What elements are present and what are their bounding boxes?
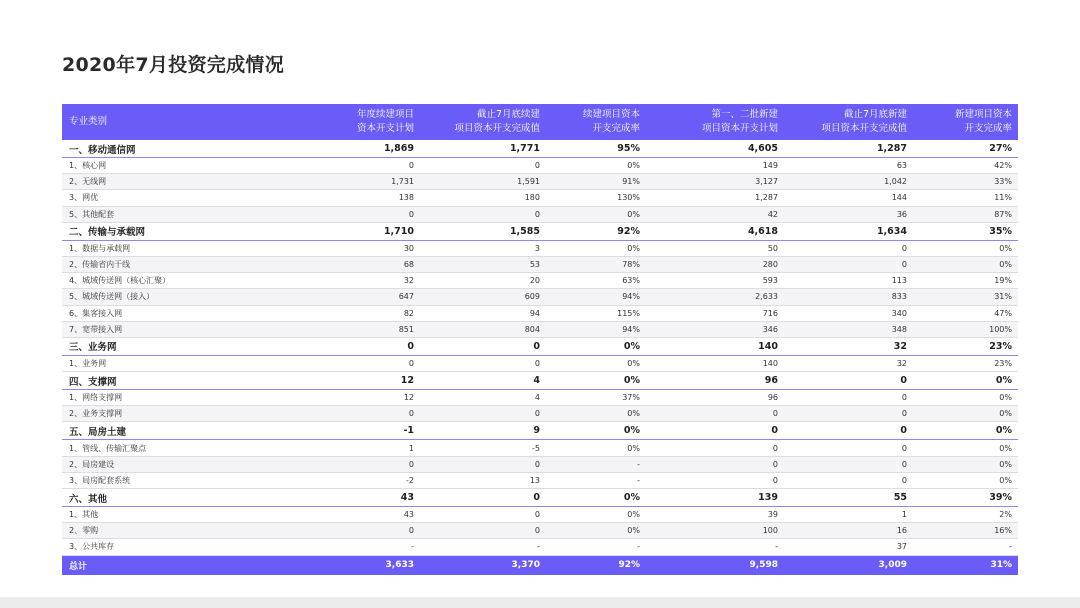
value-cell: 851 xyxy=(312,321,420,337)
value-cell: 0% xyxy=(546,422,646,440)
row-label: 3、公共库存 xyxy=(62,539,312,555)
value-cell: 0 xyxy=(784,390,913,406)
bottom-strip xyxy=(0,597,1080,608)
column-header xyxy=(546,104,646,140)
column-header-line: 续建项目资本 xyxy=(582,109,640,120)
row-label: 1、数据与承载网 xyxy=(62,240,312,256)
table-body xyxy=(62,140,1018,575)
value-cell: 0% xyxy=(546,489,646,507)
value-cell: 37% xyxy=(546,390,646,406)
value-cell: 0 xyxy=(784,240,913,256)
column-header-line: 第一、二批新建 xyxy=(711,109,778,120)
table-row xyxy=(62,539,1018,555)
value-cell: 43 xyxy=(312,489,420,507)
row-label: 三、业务网 xyxy=(62,337,312,355)
value-cell: -5 xyxy=(420,440,546,456)
value-cell: 0 xyxy=(420,456,546,472)
row-label: 四、支撑网 xyxy=(62,372,312,390)
table-row xyxy=(62,158,1018,174)
value-cell: 1,585 xyxy=(420,222,546,240)
value-cell: 0% xyxy=(546,337,646,355)
row-label: 6、集客接入网 xyxy=(62,305,312,321)
value-cell: 2% xyxy=(913,507,1018,523)
value-cell: 1,634 xyxy=(784,222,913,240)
value-cell: 1,869 xyxy=(312,140,420,158)
value-cell: 12 xyxy=(312,372,420,390)
value-cell: 0 xyxy=(420,206,546,222)
value-cell: 1,591 xyxy=(420,174,546,190)
value-cell: 0% xyxy=(546,240,646,256)
value-cell: 23% xyxy=(913,355,1018,371)
row-label: 1、其他 xyxy=(62,507,312,523)
value-cell: 0% xyxy=(913,256,1018,272)
value-cell: 180 xyxy=(420,190,546,206)
column-header-line: 资本开支计划 xyxy=(356,123,414,134)
value-cell: 1,710 xyxy=(312,222,420,240)
table-row xyxy=(62,190,1018,206)
value-cell: 0% xyxy=(913,422,1018,440)
total-row xyxy=(62,555,1018,575)
value-cell: 53 xyxy=(420,256,546,272)
value-cell: 138 xyxy=(312,190,420,206)
row-label: 六、其他 xyxy=(62,489,312,507)
column-header-line: 项目资本开支计划 xyxy=(701,123,778,134)
column-header-line: 年度续建项目 xyxy=(356,109,414,120)
value-cell: 0 xyxy=(420,489,546,507)
value-cell: 0% xyxy=(913,472,1018,488)
category-row xyxy=(62,222,1018,240)
value-cell: 100 xyxy=(646,523,784,539)
value-cell: 0 xyxy=(646,406,784,422)
table-row xyxy=(62,289,1018,305)
row-label: 一、移动通信网 xyxy=(62,140,312,158)
value-cell: - xyxy=(913,539,1018,555)
value-cell: 3,127 xyxy=(646,174,784,190)
value-cell: 0 xyxy=(784,472,913,488)
column-header xyxy=(62,104,312,140)
value-cell: 9 xyxy=(420,422,546,440)
value-cell: 0 xyxy=(420,158,546,174)
column-header-line: 开支完成率 xyxy=(964,123,1012,134)
table-row xyxy=(62,406,1018,422)
value-cell: 0 xyxy=(784,440,913,456)
value-cell: 63 xyxy=(784,158,913,174)
category-row xyxy=(62,140,1018,158)
table-row xyxy=(62,390,1018,406)
value-cell: 0% xyxy=(546,158,646,174)
value-cell: 3 xyxy=(420,240,546,256)
value-cell: 35% xyxy=(913,222,1018,240)
value-cell: 0% xyxy=(913,240,1018,256)
table-row xyxy=(62,240,1018,256)
value-cell: 115% xyxy=(546,305,646,321)
column-header-line: 项目资本开支完成值 xyxy=(821,123,907,134)
value-cell: 16 xyxy=(784,523,913,539)
category-row xyxy=(62,337,1018,355)
value-cell: 42% xyxy=(913,158,1018,174)
row-label: 1、业务网 xyxy=(62,355,312,371)
value-cell: 0 xyxy=(312,406,420,422)
value-cell: 0% xyxy=(913,406,1018,422)
table-row xyxy=(62,321,1018,337)
value-cell: 0% xyxy=(546,372,646,390)
value-cell: 0 xyxy=(784,422,913,440)
row-label: 1、网络支撑网 xyxy=(62,390,312,406)
value-cell: 55 xyxy=(784,489,913,507)
value-cell: 78% xyxy=(546,256,646,272)
value-cell: 0 xyxy=(312,337,420,355)
value-cell: 2,633 xyxy=(646,289,784,305)
value-cell: 280 xyxy=(646,256,784,272)
value-cell: 593 xyxy=(646,273,784,289)
column-header xyxy=(420,104,546,140)
value-cell: - xyxy=(546,539,646,555)
row-label: 2、传输省内干线 xyxy=(62,256,312,272)
value-cell: 833 xyxy=(784,289,913,305)
value-cell: - xyxy=(546,456,646,472)
row-label: 3、局房配套系统 xyxy=(62,472,312,488)
row-label: 3、网优 xyxy=(62,190,312,206)
value-cell: 348 xyxy=(784,321,913,337)
row-label: 总计 xyxy=(62,555,312,575)
column-header-line: 项目资本开支完成值 xyxy=(454,123,540,134)
value-cell: 0 xyxy=(312,355,420,371)
column-header xyxy=(913,104,1018,140)
investment-table xyxy=(62,104,1018,575)
value-cell: - xyxy=(420,539,546,555)
value-cell: 92% xyxy=(546,555,646,575)
value-cell: 0% xyxy=(546,355,646,371)
value-cell: 346 xyxy=(646,321,784,337)
value-cell: 3,633 xyxy=(312,555,420,575)
value-cell: 4 xyxy=(420,390,546,406)
table-row xyxy=(62,440,1018,456)
value-cell: 1,731 xyxy=(312,174,420,190)
value-cell: 16% xyxy=(913,523,1018,539)
table-header-row xyxy=(62,104,1018,140)
value-cell: 0 xyxy=(646,472,784,488)
value-cell: 68 xyxy=(312,256,420,272)
value-cell: -1 xyxy=(312,422,420,440)
value-cell: 9,598 xyxy=(646,555,784,575)
row-label: 二、传输与承载网 xyxy=(62,222,312,240)
value-cell: 92% xyxy=(546,222,646,240)
table-row xyxy=(62,472,1018,488)
value-cell: 0% xyxy=(546,507,646,523)
value-cell: 33% xyxy=(913,174,1018,190)
value-cell: 0 xyxy=(312,456,420,472)
value-cell: 31% xyxy=(913,555,1018,575)
value-cell: 0% xyxy=(913,456,1018,472)
column-header xyxy=(784,104,913,140)
value-cell: 0% xyxy=(913,372,1018,390)
value-cell: 0 xyxy=(312,206,420,222)
value-cell: 1,287 xyxy=(646,190,784,206)
value-cell: 43 xyxy=(312,507,420,523)
value-cell: 37 xyxy=(784,539,913,555)
value-cell: 0 xyxy=(420,337,546,355)
value-cell: 19% xyxy=(913,273,1018,289)
value-cell: 63% xyxy=(546,273,646,289)
value-cell: 42 xyxy=(646,206,784,222)
value-cell: 3,370 xyxy=(420,555,546,575)
value-cell: 3,009 xyxy=(784,555,913,575)
value-cell: 0 xyxy=(646,422,784,440)
value-cell: 149 xyxy=(646,158,784,174)
value-cell: 113 xyxy=(784,273,913,289)
row-label: 1、管线、传输汇聚点 xyxy=(62,440,312,456)
value-cell: 36 xyxy=(784,206,913,222)
value-cell: 0 xyxy=(784,406,913,422)
value-cell: 13 xyxy=(420,472,546,488)
value-cell: 140 xyxy=(646,337,784,355)
value-cell: 50 xyxy=(646,240,784,256)
value-cell: 139 xyxy=(646,489,784,507)
value-cell: 91% xyxy=(546,174,646,190)
value-cell: 0 xyxy=(784,372,913,390)
table-row xyxy=(62,174,1018,190)
column-header-line: 截止7月底续建 xyxy=(476,109,540,120)
value-cell: 0% xyxy=(913,390,1018,406)
column-header-line: 开支完成率 xyxy=(592,123,640,134)
value-cell: 11% xyxy=(913,190,1018,206)
value-cell: 1,287 xyxy=(784,140,913,158)
value-cell: 94% xyxy=(546,321,646,337)
value-cell: 340 xyxy=(784,305,913,321)
value-cell: 39 xyxy=(646,507,784,523)
table-row xyxy=(62,507,1018,523)
value-cell: 0% xyxy=(546,440,646,456)
value-cell: 27% xyxy=(913,140,1018,158)
value-cell: 4,605 xyxy=(646,140,784,158)
value-cell: 0 xyxy=(784,456,913,472)
column-header-line: 专业类别 xyxy=(69,116,108,127)
value-cell: - xyxy=(546,472,646,488)
value-cell: 96 xyxy=(646,390,784,406)
value-cell: 0 xyxy=(420,523,546,539)
value-cell: 0 xyxy=(312,523,420,539)
value-cell: 94% xyxy=(546,289,646,305)
value-cell: 32 xyxy=(784,355,913,371)
value-cell: 130% xyxy=(546,190,646,206)
value-cell: - xyxy=(312,539,420,555)
table-row xyxy=(62,355,1018,371)
table-row xyxy=(62,206,1018,222)
value-cell: 609 xyxy=(420,289,546,305)
value-cell: 716 xyxy=(646,305,784,321)
table-row xyxy=(62,456,1018,472)
row-label: 2、无线网 xyxy=(62,174,312,190)
value-cell: 0 xyxy=(420,507,546,523)
value-cell: 0 xyxy=(646,440,784,456)
category-row xyxy=(62,489,1018,507)
value-cell: 0 xyxy=(420,355,546,371)
value-cell: 31% xyxy=(913,289,1018,305)
page-title: 2020年7月投资完成情况 xyxy=(62,54,285,76)
value-cell: 32 xyxy=(312,273,420,289)
value-cell: 0% xyxy=(546,206,646,222)
value-cell: 12 xyxy=(312,390,420,406)
value-cell: 0 xyxy=(312,158,420,174)
value-cell: 1,042 xyxy=(784,174,913,190)
value-cell: 94 xyxy=(420,305,546,321)
value-cell: 32 xyxy=(784,337,913,355)
value-cell: 4 xyxy=(420,372,546,390)
value-cell: 95% xyxy=(546,140,646,158)
table-row xyxy=(62,273,1018,289)
row-label: 2、局房建设 xyxy=(62,456,312,472)
column-header-line: 截止7月底新建 xyxy=(843,109,907,120)
row-label: 5、城域传送网（接入） xyxy=(62,289,312,305)
value-cell: 0 xyxy=(646,456,784,472)
row-label: 5、其他配套 xyxy=(62,206,312,222)
value-cell: 0% xyxy=(913,440,1018,456)
value-cell: 82 xyxy=(312,305,420,321)
value-cell: 140 xyxy=(646,355,784,371)
value-cell: 0 xyxy=(784,256,913,272)
value-cell: 96 xyxy=(646,372,784,390)
row-label: 4、城域传送网（核心汇聚） xyxy=(62,273,312,289)
table-row xyxy=(62,256,1018,272)
value-cell: 1 xyxy=(784,507,913,523)
value-cell: -2 xyxy=(312,472,420,488)
value-cell: 39% xyxy=(913,489,1018,507)
value-cell: 647 xyxy=(312,289,420,305)
value-cell: - xyxy=(646,539,784,555)
row-label: 2、零购 xyxy=(62,523,312,539)
category-row xyxy=(62,422,1018,440)
value-cell: 47% xyxy=(913,305,1018,321)
value-cell: 1 xyxy=(312,440,420,456)
value-cell: 144 xyxy=(784,190,913,206)
value-cell: 1,771 xyxy=(420,140,546,158)
value-cell: 87% xyxy=(913,206,1018,222)
row-label: 1、核心网 xyxy=(62,158,312,174)
value-cell: 0% xyxy=(546,523,646,539)
value-cell: 20 xyxy=(420,273,546,289)
value-cell: 100% xyxy=(913,321,1018,337)
row-label: 7、宽带接入网 xyxy=(62,321,312,337)
column-header-line: 新建项目资本 xyxy=(954,109,1012,120)
value-cell: 0 xyxy=(420,406,546,422)
category-row xyxy=(62,372,1018,390)
column-header xyxy=(646,104,784,140)
row-label: 2、业务支撑网 xyxy=(62,406,312,422)
value-cell: 4,618 xyxy=(646,222,784,240)
table-row xyxy=(62,305,1018,321)
table-row xyxy=(62,523,1018,539)
row-label: 五、局房土建 xyxy=(62,422,312,440)
value-cell: 30 xyxy=(312,240,420,256)
column-header xyxy=(312,104,420,140)
value-cell: 23% xyxy=(913,337,1018,355)
value-cell: 0% xyxy=(546,406,646,422)
value-cell: 804 xyxy=(420,321,546,337)
